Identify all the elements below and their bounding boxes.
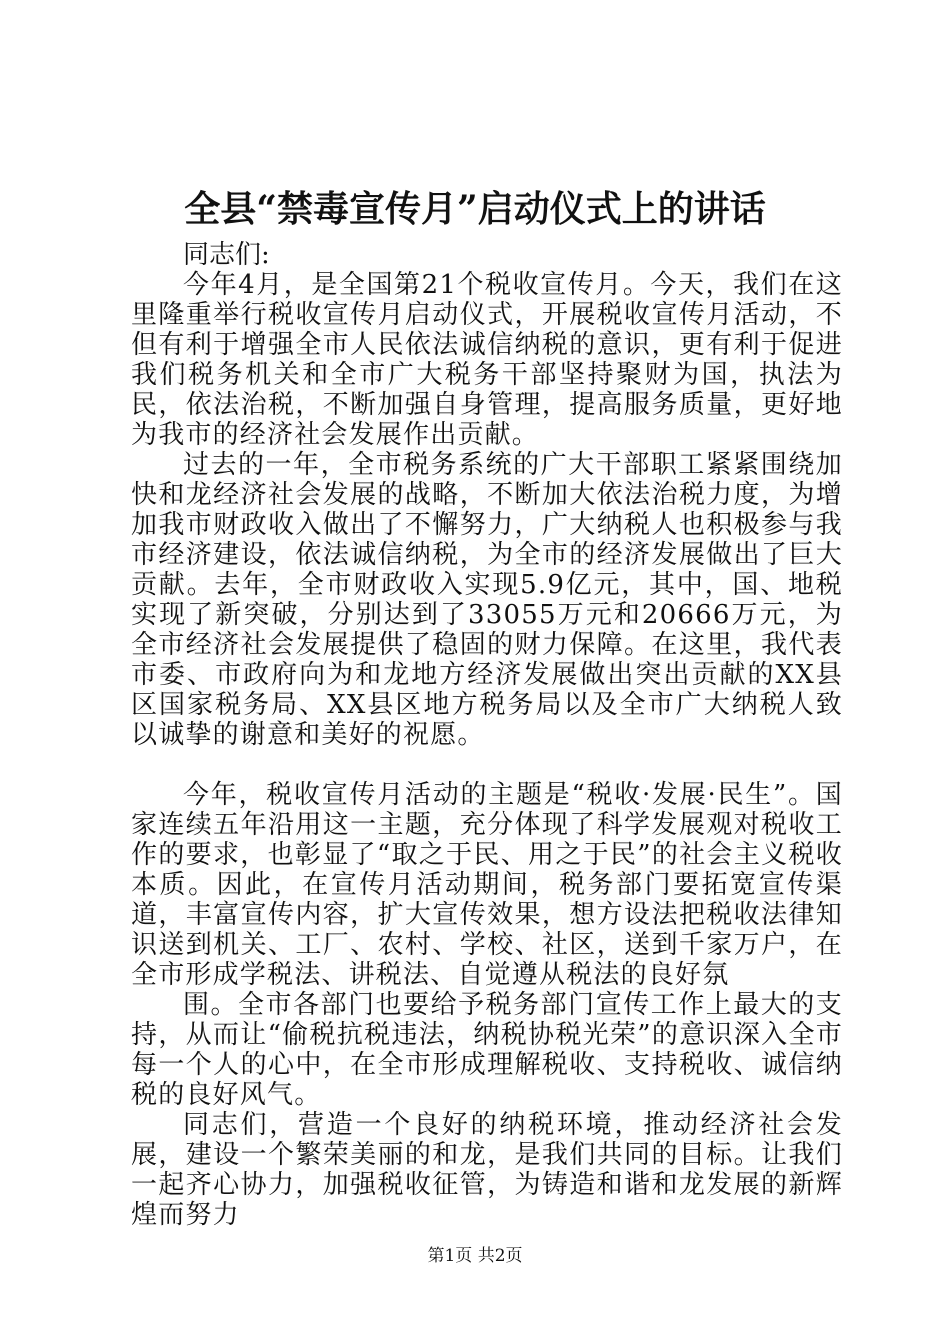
- salutation: 同志们:: [183, 240, 270, 270]
- document-title: 全县“禁毒宣传月”启动仪式上的讲话: [184, 188, 766, 230]
- paragraph-opening: 今年4月，是全国第21个税收宣传月。今天，我们在这里隆重举行税收宣传月启动仪式，开展税收宣传月活动，不但有利于增强全市人民依法诚信纳税的意识，更有利于促进我们税务机关和全市广大税务干部坚持聚财为国，执法为民，依法治税，不断加强自身管理，提高服务质量，更好地为我市的经济社会发展作出贡献。: [131, 270, 843, 450]
- paragraph-support: 围。全市各部门也要给予税务部门宣传工作上最大的支持，从而让“偷税抗税违法，纳税协税光荣”的意识深入全市每一个人的心中，在全市形成理解税收、支持税收、诚信纳税的良好风气。: [131, 990, 843, 1110]
- document-body: [131, 240, 843, 1230]
- page-indicator: 第1页 共2页: [427, 1246, 523, 1266]
- paragraph-closing: 同志们，营造一个良好的纳税环境，推动经济社会发展，建设一个繁荣美丽的和龙，是我们共同的目标。让我们一起齐心协力，加强税收征管，为铸造和谐和龙发展的新辉煌而努力: [131, 1110, 843, 1230]
- paragraph-review: 过去的一年，全市税务系统的广大干部职工紧紧围绕加快和龙经济社会发展的战略，不断加大依法治税力度，为增加我市财政收入做出了不懈努力，广大纳税人也积极参与我市经济建设，依法诚信纳税，为全市的经济发展做出了巨大贡献。去年，全市财政收入实现5.9亿元，其中，国、地税实现了新突破，分别达到了33055万元和20666万元，为全市经济社会发展提供了稳固的财力保障。在这里，我代表市委、市政府向为和龙地方经济发展做出突出贡献的XX县区国家税务局、XX县区地方税务局以及全市广大纳税人致以诚挚的谢意和美好的祝愿。: [131, 450, 843, 750]
- paragraph-theme: 今年，税收宣传月活动的主题是“税收·发展·民生”。国家连续五年沿用这一主题，充分体现了科学发展观对税收工作的要求，也彰显了“取之于民、用之于民”的社会主义税收本质。因此，在宣传月活动期间，税务部门要拓宽宣传渠道，丰富宣传内容，扩大宣传效果，想方设法把税收法律知识送到机关、工厂、农村、学校、社区，送到千家万户，在全市形成学税法、讲税法、自觉遵从税法的良好氛: [131, 780, 843, 990]
